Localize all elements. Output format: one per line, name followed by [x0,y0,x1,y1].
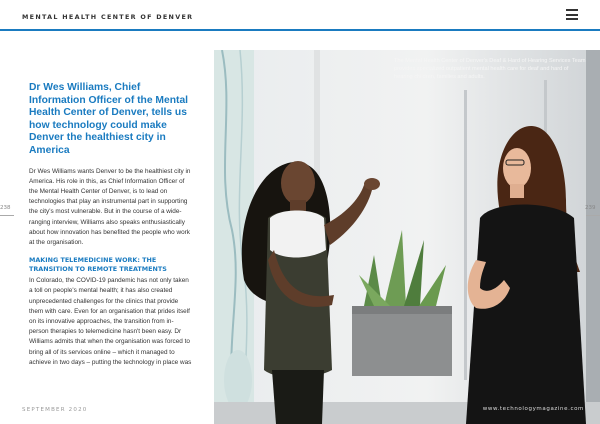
page-number-right-rule [586,215,600,216]
article-subhead: MAKING TELEMEDICINE WORK: THE TRANSITION TO REMOTE TREATMENTS [29,256,167,274]
menu-bar [566,14,578,16]
header-divider [0,29,600,31]
article-column [29,82,193,376]
website-link[interactable]: www.technologymagazine.com [482,406,584,412]
menu-bar [566,18,578,20]
page-number-right: 239 [585,205,596,211]
menu-bar [566,9,578,11]
photo-caption: The Mental Health Center of Denver's Deaf & Hard of Hearing Services Team provides specialized outpatient mental health care for deaf and hard of hearing children, families and adults. [394,58,586,80]
issue-date: SEPTEMBER 2020 [22,407,88,413]
article-intro: Dr Wes Williams wants Denver to be the healthiest city in America. His role in this, as Chief Information Officer of the Mental Health Center of Denver, is to lead on technologies that play an instrumental part in supporting the city's most vulnerable. But in the course of a wide-ranging interview, Williams also speaks enthusiastically about how innovation has benefited the people who work at the organisation. [29,167,191,246]
brand-title[interactable]: MENTAL HEALTH CENTER OF DENVER [22,13,194,21]
article-headline: Dr Wes Williams, Chief Information Officer of the Mental Health Center of Denver, tells us how technology could make Denver the healthiest city in America [29,82,189,156]
page-header [0,0,600,31]
office-scene-illustration [214,50,600,424]
page-number-left-rule [0,215,14,216]
article-body: In Colorado, the COVID-19 pandemic has not only taken a toll on people's mental health; it has also created unprecedented challenges for the clinics that provide them with care. Even for an organisation that prides itself on its innovative approaches, the transition from in-person therapies to telemedicine hasn't been easy. Dr Williams admits that when the organisation was forced to bring all of its services online – which it managed to achieve in two days – putting the technology in place was [29,277,192,366]
hamburger-menu-icon[interactable] [566,9,578,20]
feature-photo [214,50,600,424]
page-number-left: 238 [0,205,11,211]
